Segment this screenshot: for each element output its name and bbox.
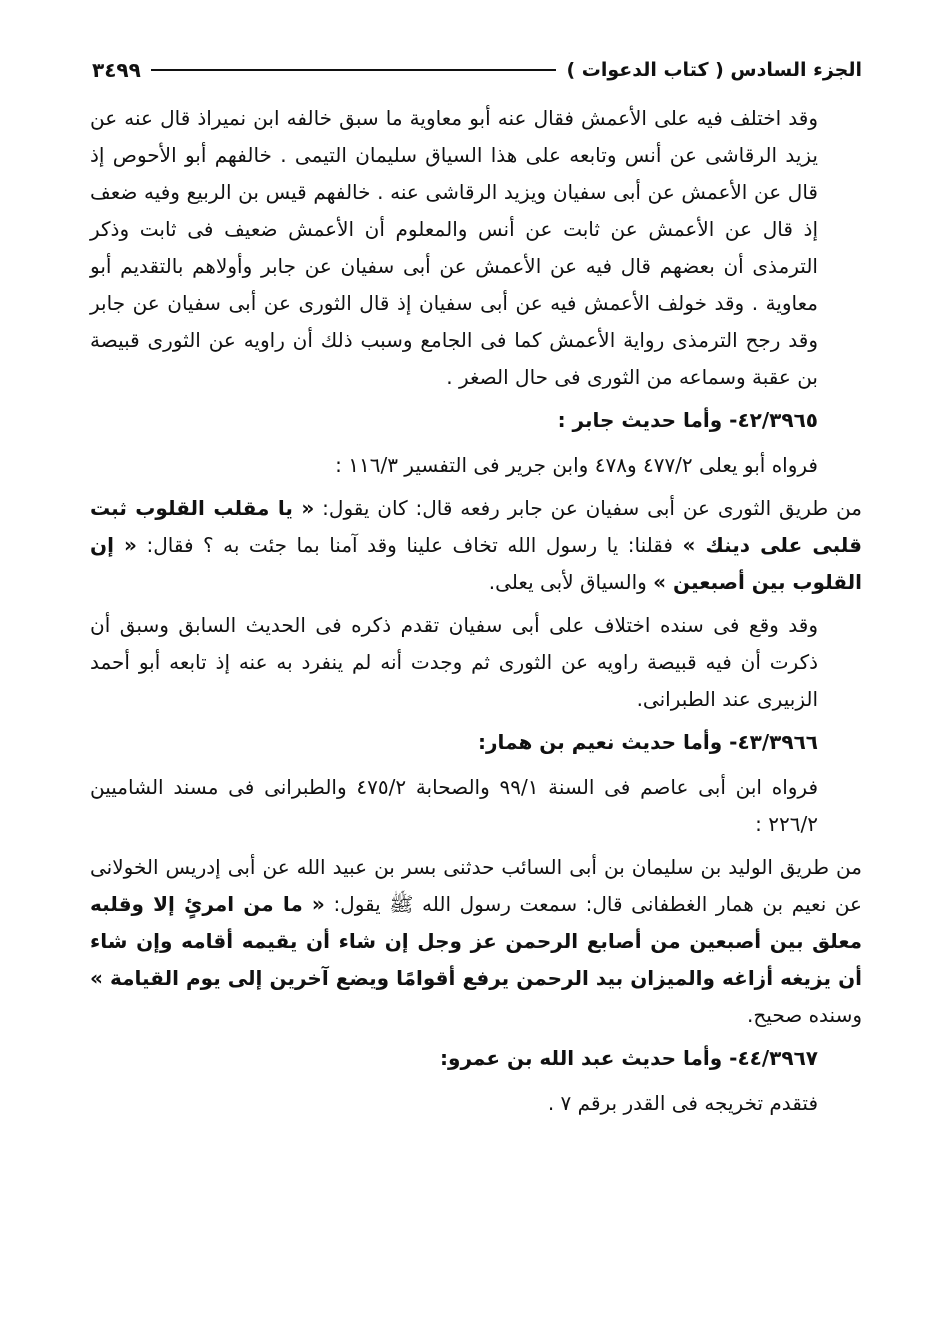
paragraph: فرواه ابن أبى عاصم فى السنة ٩٩/١ والصحابة ٤٧٥/٢ والطبرانى فى مسند الشاميين ٢٢٦/٢ : [90, 775, 818, 836]
text-run: وسنده صحيح. [747, 1003, 862, 1027]
hadith-quote: « ما من امرئٍ إلا وقلبه معلق بين أصبعين من أصابع الرحمن عز وجل إن شاء أن يقيمه أقامه وإن شاء أن يزيغه أزاغه والميزان بيد الرحمن يرفع أقوامًا ويضع آخرين إلى يوم القيامة » [90, 892, 862, 990]
text-run: والسياق لأبى يعلى. [488, 570, 654, 594]
hadith-paragraph [90, 490, 862, 601]
hadith-quote: « يا مقلب القلوب ثبت قلبى على دينك » [90, 496, 862, 557]
text-run: فقلنا: يا رسول الله تخاف علينا وقد آمنا بما جئت به ؟ فقال: [136, 533, 683, 557]
hadith-paragraph [90, 849, 862, 1034]
section-heading-nuaim: ٤٣/٣٩٦٦- وأما حديث نعيم بن همار: [478, 730, 818, 754]
section-heading-jabir: ٤٢/٣٩٦٥- وأما حديث جابر : [557, 408, 818, 432]
hadith-quote: « إن القلوب بين أصبعين » [90, 533, 862, 594]
paragraph: وقد اختلف فيه على الأعمش فقال عنه أبو معاوية ما سبق خالفه ابن نميراذ قال عنه عن يزيد الرقاشى عن أنس وتابعه على هذا السياق سليمان التيمى . خالفهم أبو الأحوص إذ قال عن الأعمش عن أبى سفيان ويزيد الرقاشى عنه . خالفهم قيس بن الربيع وفيه ضعف إذ قال عن الأعمش عن ثابت عن أنس والمعلوم أن الأعمش ضعيف فى ثابت وذكر الترمذى أن بعضهم قال فيه عن الأعمش عن أبى سفيان عن جابر وأولاهم بالتقديم أبو معاوية . وقد خولف الأعمش فيه عن أبى سفيان إذ قال الثورى عن أبى سفيان عن جابر وقد رجح الترمذى رواية الأعمش كما فى الجامع وسبب ذلك أن راويه عن الثورى قبيصة بن عقبة وسماعه من الثورى فى حال الصغر . [90, 106, 818, 389]
text-run: من طريق الثورى عن أبى سفيان عن جابر رفعه قال: كان يقول: [314, 496, 863, 520]
header-rule [151, 69, 557, 71]
paragraph: وقد وقع فى سنده اختلاف على أبى سفيان تقدم ذكره فى الحديث السابق وسبق أن ذكرت أن فيه قبيصة راويه عن الثورى ثم وجدت أنه لم ينفرد به عنه إذ تابعه أبو أحمد الزبيرى عند الطبرانى. [90, 613, 818, 711]
section-heading-abdullah: ٤٤/٣٩٦٧- وأما حديث عبد الله بن عمرو: [440, 1046, 818, 1070]
paragraph: فتقدم تخريجه فى القدر برقم ٧ . [547, 1091, 818, 1115]
page-body [90, 100, 862, 1128]
text-run: من طريق الوليد بن سليمان بن أبى السائب حدثنى بسر بن عبيد الله عن أبى إدريس الخولانى عن نعيم بن همار الغطفانى قال: سمعت رسول الله ﷺ يقول: [90, 855, 862, 916]
running-title: الجزء السادس ( كتاب الدعوات ) [566, 59, 862, 81]
running-header [92, 50, 862, 90]
page-number: ٣٤٩٩ [92, 58, 141, 82]
paragraph: فرواه أبو يعلى ٤٧٧/٢ و٤٧٨ وابن جرير فى التفسير ١١٦/٣ : [335, 453, 818, 477]
